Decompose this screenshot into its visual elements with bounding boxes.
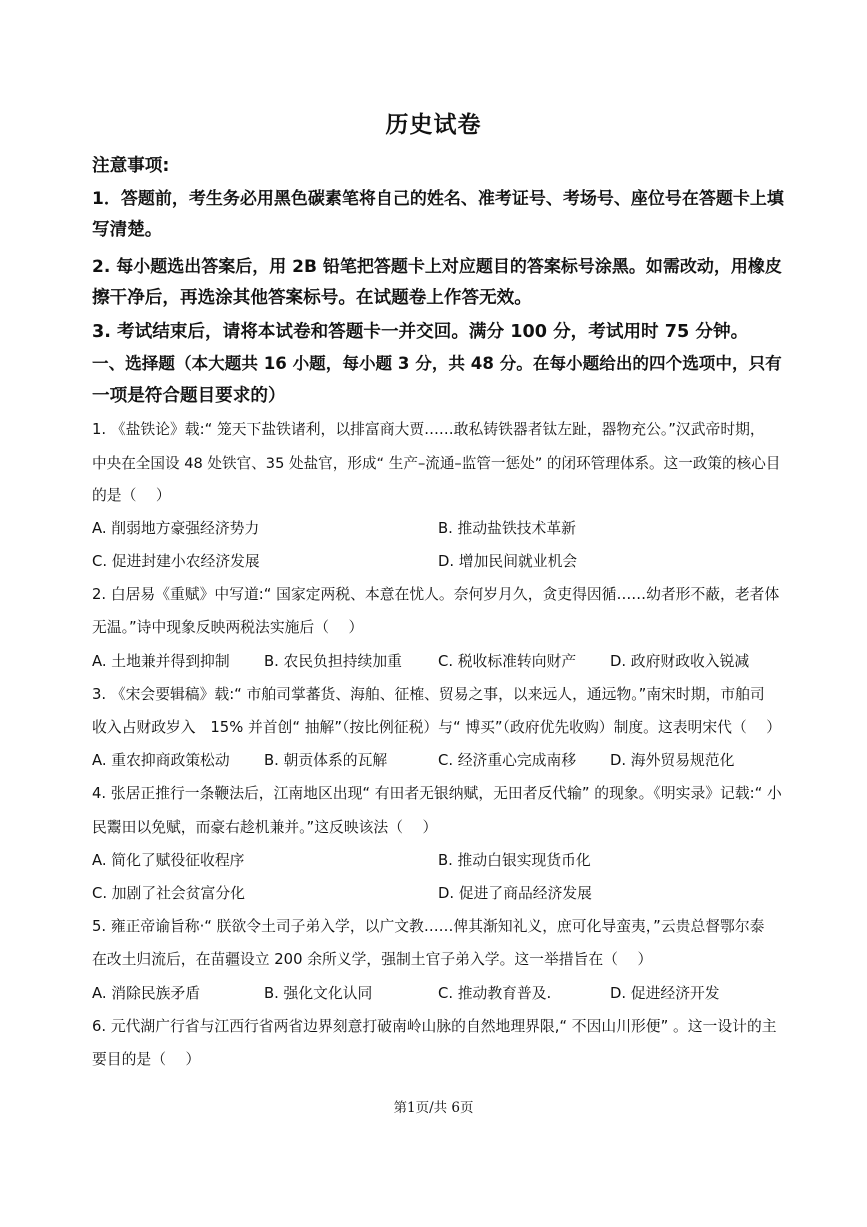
page-title: 历史试卷: [385, 112, 482, 138]
question-5-option-a[interactable]: A. 消除民族矛盾: [92, 985, 201, 1002]
question-6-line-1: 6. 元代湖广行省与江西行省两省边界刻意打破南岭山脉的自然地理界限,“ 不因山川形便” 。这一设计的主: [92, 1018, 777, 1035]
question-4-line-1: 4. 张居正推行一条鞭法后，江南地区出现“ 有田者无银纳赋，无田者反代输” 的现象。《明实录》记载:“ 小: [92, 785, 782, 802]
question-4-line-2: 民鬻田以免赋，而豪右趁机兼并。”这反映该法（ ）: [92, 819, 438, 836]
question-1-option-b[interactable]: B. 推动盐铁技术革新: [438, 520, 576, 537]
question-1-line-3: 的是（ ）: [92, 487, 171, 504]
question-3-option-c[interactable]: C. 经济重心完成南移: [438, 752, 577, 769]
question-2-option-a[interactable]: A. 土地兼并得到抑制: [92, 653, 230, 670]
question-1-option-c[interactable]: C. 促进封建小农经济发展: [92, 553, 260, 570]
notice-item-1-line-2: 写清楚。: [92, 220, 163, 240]
page-number: 第1页/共 6页: [393, 1100, 474, 1116]
question-5-option-c[interactable]: C. 推动教育普及.: [438, 985, 552, 1002]
question-3-option-b[interactable]: B. 朝贡体系的瓦解: [264, 752, 388, 769]
question-2-line-2: 无温。”诗中现象反映两税法实施后（ ）: [92, 619, 364, 636]
question-2-line-1: 2. 白居易《重赋》中写道:“ 国家定两税、本意在忧人。奈何岁月久，贪吏得因循……幼者形不蔽，老者体: [92, 586, 780, 603]
question-4-option-b[interactable]: B. 推动白银实现货币化: [438, 852, 591, 869]
question-1-option-d[interactable]: D. 增加民间就业机会: [438, 553, 578, 570]
question-1-line-1: 1. 《盐铁论》载:“ 笼天下盐铁诸利，以排富商大贾……敢私铸铁器者钛左趾，器物充公。”汉武帝时期，: [92, 421, 765, 438]
question-1-option-a[interactable]: A. 削弱地方豪强经济势力: [92, 520, 260, 537]
notice-item-2-line-1: 2. 每小题选出答案后，用 2B 铅笔把答题卡上对应题目的答案标号涂黑。如需改动，用橡皮: [92, 257, 782, 277]
question-4-option-a[interactable]: A. 简化了赋役征收程序: [92, 852, 245, 869]
question-1-line-2: 中央在全国设 48 处铁官、35 处盐官，形成“ 生产–流通–监管一惩处” 的闭环管理体系。这一政策的核心目: [92, 455, 781, 472]
question-4-option-c[interactable]: C. 加剧了社会贫富分化: [92, 885, 245, 902]
question-5-option-b[interactable]: B. 强化文化认同: [264, 985, 373, 1002]
question-2-option-c[interactable]: C. 税收标准转向财产: [438, 653, 577, 670]
notice-heading: 注意事项:: [92, 156, 170, 176]
question-5-line-2: 在改土归流后，在苗疆设立 200 余所义学，强制土官子弟入学。这一举措旨在（ ）: [92, 951, 653, 968]
question-4-option-d[interactable]: D. 促进了商品经济发展: [438, 885, 592, 902]
question-3-line-1: 3. 《宋会要辑稿》载:“ 市舶司掌蕃货、海舶、征榷、贸易之事，以来远人，通远物。”南宋时期，市舶司: [92, 686, 765, 703]
notice-item-3-line-1: 3. 考试结束后，请将本试卷和答题卡一并交回。满分 100 分，考试用时 75 分钟。: [92, 322, 749, 342]
question-2-option-b[interactable]: B. 农民负担持续加重: [264, 653, 402, 670]
notice-item-1-line-1: 1．答题前，考生务必用黑色碳素笔将自己的姓名、准考证号、考场号、座位号在答题卡上填: [92, 189, 784, 209]
question-3-line-2: 收入占财政岁入 15% 并首创“ 抽解”（按比例征税）与“ 博买”（政府优先收购）制度。这表明宋代（ ）: [92, 719, 782, 736]
section-heading-line-1: 一、选择题（本大题共 16 小题，每小题 3 分，共 48 分。在每小题给出的四个选项中，只有: [92, 354, 782, 373]
question-2-option-d[interactable]: D. 政府财政收入锐减: [610, 653, 750, 670]
question-6-line-2: 要目的是（ ）: [92, 1051, 201, 1068]
notice-item-2-line-2: 擦干净后，再选涂其他答案标号。在试题卷上作答无效。: [92, 288, 532, 308]
question-5-option-d[interactable]: D. 促进经济开发: [610, 985, 720, 1002]
question-5-line-1: 5. 雍正帝谕旨称·“ 朕欲令土司子弟入学，以广文教……俾其渐知礼义，庶可化导蛮夷，”云贵总督鄂尔泰: [92, 918, 765, 935]
question-3-option-a[interactable]: A. 重农抑商政策松动: [92, 752, 230, 769]
section-heading-line-2: 一项是符合题目要求的）: [92, 386, 286, 406]
question-3-option-d[interactable]: D. 海外贸易规范化: [610, 752, 735, 769]
